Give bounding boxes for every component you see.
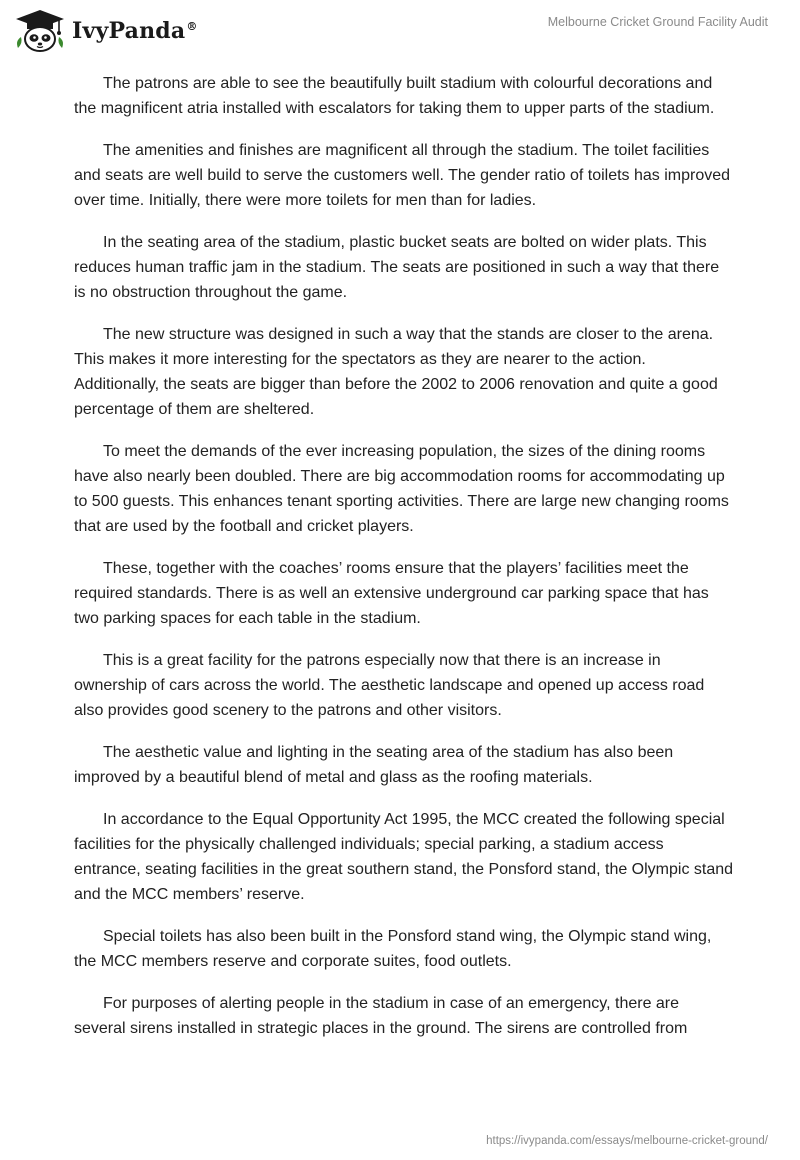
paragraph: To meet the demands of the ever increasing population, the sizes of the dining rooms have also nearly been doubled. There are big accommodation rooms for accommodating up to 500 guests. This enhances tenant sporting activities. There are large new changing rooms that are used by the football and cricket players. xyxy=(74,443,729,535)
paragraph: In the seating area of the stadium, plastic bucket seats are bolted on wider plats. This reduces human traffic jam in the stadium. The seats are positioned in such a way that there is no obstruction throughout the game. xyxy=(74,234,720,301)
panda-graduate-icon xyxy=(14,8,66,54)
source-url-link[interactable]: https://ivypanda.com/essays/melbourne-cricket-ground/ xyxy=(486,1135,768,1147)
registered-mark: ® xyxy=(186,19,198,33)
paragraph: These, together with the coaches’ rooms ensure that the players’ facilities meet the required standards. There is as well an extensive underground car parking space that has two parking spaces for each table in the stadium. xyxy=(74,560,709,627)
ivypanda-logo[interactable] xyxy=(14,8,198,54)
paragraph: In accordance to the Equal Opportunity Act 1995, the MCC created the following special facilities for the physically challenged individuals; special parking, a stadium access entrance, seating facilities in the great southern stand, the Ponsford stand, the Olympic stand and the MCC members’ reserve. xyxy=(74,811,734,903)
paragraph: The patrons are able to see the beautifully built stadium with colourful decorations and the magnificent atria installed with escalators for taking them to upper parts of the stadium. xyxy=(74,75,715,117)
paragraph: The aesthetic value and lighting in the seating area of the stadium has also been improved by a beautiful blend of metal and glass as the roofing materials. xyxy=(74,744,674,786)
document-title: Melbourne Cricket Ground Facility Audit xyxy=(547,15,768,29)
logo-wordmark: IvyPanda® xyxy=(72,18,198,44)
page-header xyxy=(0,0,800,66)
paragraph: This is a great facility for the patrons especially now that there is an increase in ownership of cars across the world. The aesthetic landscape and opened up access road also provides good scenery to the patrons and other visitors. xyxy=(74,652,705,719)
paragraph: Special toilets has also been built in the Ponsford stand wing, the Olympic stand wing, the MCC members reserve and corporate suites, food outlets. xyxy=(74,928,712,970)
paragraph: For purposes of alerting people in the stadium in case of an emergency, there are several sirens installed in strategic places in the ground. The sirens are controlled from xyxy=(74,995,688,1037)
essay-body xyxy=(74,71,734,1058)
paragraph: The amenities and finishes are magnificent all through the stadium. The toilet facilities and seats are well build to serve the customers well. The gender ratio of toilets has improved over time. Initially, there were more toilets for men than for ladies. xyxy=(74,142,731,209)
paragraph: The new structure was designed in such a way that the stands are closer to the arena. This makes it more interesting for the spectators as they are nearer to the action. Additionally, the seats are bigger than before the 2002 to 2006 renovation and quite a good percentage of them are sheltered. xyxy=(74,326,718,418)
